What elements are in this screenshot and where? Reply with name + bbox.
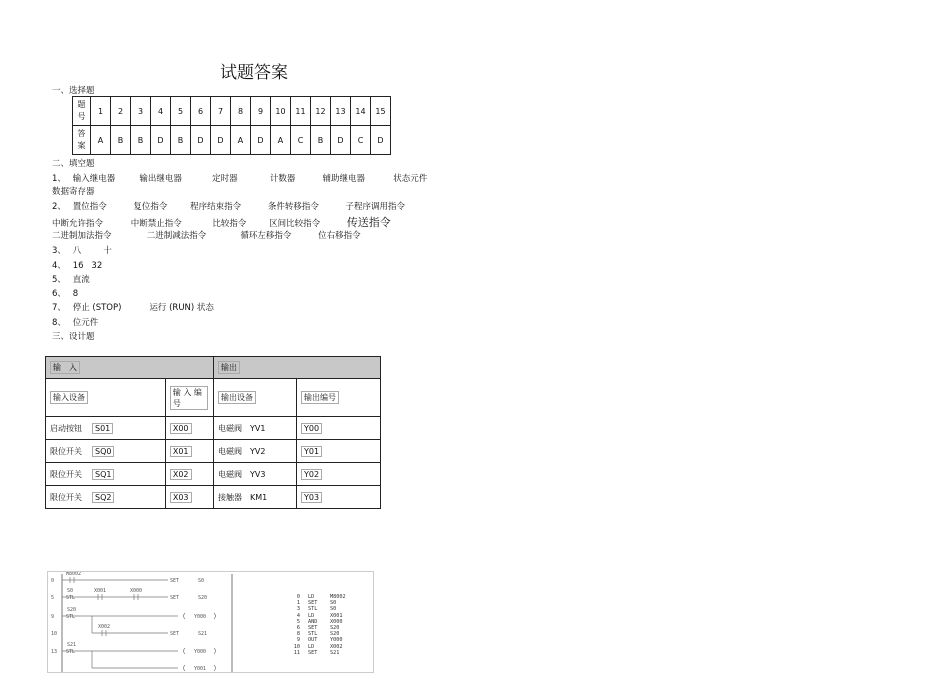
q1-answer: 辅助继电器 [322, 174, 366, 184]
answer-cell: A [271, 126, 291, 155]
operand: S20 [330, 625, 340, 632]
fill-q1 [52, 172, 427, 184]
operand: X000 [330, 618, 343, 625]
q6-number: 6、 [52, 289, 66, 299]
opcode: STL [308, 631, 318, 638]
q6-answer: 8 [72, 289, 79, 299]
coil-right-arc [214, 613, 216, 619]
opcode: SET [308, 600, 318, 607]
output-number-cell [297, 463, 381, 486]
step-number: 3 [296, 606, 300, 613]
coil-instruction: SET [170, 578, 180, 584]
number-row [73, 97, 391, 126]
answer-row [73, 126, 391, 155]
operand: S21 [330, 649, 340, 656]
table-row [46, 463, 381, 486]
question-number-cell: 3 [131, 97, 151, 126]
question-number-cell: 5 [171, 97, 191, 126]
q2-answer: 二进制减法指令 [146, 231, 207, 241]
output-tag: YV1 [250, 423, 266, 433]
question-number-cell: 6 [191, 97, 211, 126]
output-number: Y02 [301, 469, 322, 480]
table-row [46, 440, 381, 463]
answer-row-header: 答 案 [73, 126, 91, 155]
number-row-header: 题 号 [73, 97, 91, 126]
q3-answer: 八 [72, 246, 82, 256]
section3-heading: 三、设计题 [52, 332, 95, 342]
input-device-cell [46, 486, 166, 509]
output-device-cell [214, 440, 297, 463]
coil-left-arc [184, 665, 186, 671]
output-number-cell [297, 417, 381, 440]
output-header: 输出 [218, 361, 240, 374]
step-number: 1 [296, 600, 300, 607]
col-header-input-device: 输入设备 [50, 391, 88, 404]
q1-answer: 输入继电器 [72, 174, 116, 184]
question-number-cell: 9 [251, 97, 271, 126]
coil-right-arc [214, 648, 216, 654]
input-number-cell [165, 463, 213, 486]
coil-instruction: SET [170, 631, 180, 637]
operand: S20 [330, 631, 340, 638]
coil-instruction: SET [170, 595, 180, 601]
input-tag: SQ2 [92, 492, 114, 503]
output-device: 电磁阀 [218, 446, 242, 456]
step-number: 0 [296, 594, 300, 600]
input-device: 限位开关 [50, 469, 82, 479]
answer-cell: D [151, 126, 171, 155]
step-number: 8 [296, 631, 300, 638]
output-device: 电磁阀 [218, 423, 242, 433]
multiple-choice-table [72, 96, 391, 155]
opcode: LD [308, 612, 315, 619]
output-tag: YV2 [250, 446, 266, 456]
answer-cell: D [251, 126, 271, 155]
answer-cell: B [171, 126, 191, 155]
q2-answer: 程序结束指令 [190, 202, 242, 212]
contact-label: X002 [98, 624, 111, 630]
q5-answer: 直流 [72, 275, 90, 285]
q2-answer: 置位指令 [72, 202, 107, 212]
instruction-list [286, 594, 346, 656]
q5-number: 5、 [52, 275, 66, 285]
output-tag: YV3 [250, 469, 266, 479]
fill-q2-row1 [52, 200, 405, 212]
fill-q2-row2 [52, 214, 391, 230]
input-device-cell [46, 463, 166, 486]
q2-answer: 复位指令 [133, 202, 168, 212]
coil-operand: S0 [198, 578, 205, 584]
question-number-cell: 12 [311, 97, 331, 126]
input-number-cell [165, 440, 213, 463]
question-number-cell: 10 [271, 97, 291, 126]
input-device-cell [46, 417, 166, 440]
q1-answer: 输出继电器 [139, 174, 182, 184]
input-device: 启动按钮 [50, 423, 82, 433]
answer-cell: D [191, 126, 211, 155]
coil-right-arc [214, 665, 216, 671]
col-header-output-number: 输出编号 [301, 391, 339, 404]
answer-cell: B [111, 126, 131, 155]
output-number-cell [297, 486, 381, 509]
output-tag: KM1 [250, 492, 268, 502]
q2-answer: 条件转移指令 [267, 202, 319, 212]
page-title: 试题答案 [220, 63, 288, 83]
fill-q8 [52, 316, 98, 328]
stl-label: S20 [67, 607, 77, 613]
contact-label: M8002 [66, 572, 82, 577]
answer-cell: D [371, 126, 391, 155]
answer-cell: B [131, 126, 151, 155]
io-table-group-header [46, 357, 381, 379]
step-number: 11 [293, 649, 300, 656]
question-number-cell: 7 [211, 97, 231, 126]
input-device: 限位开关 [50, 492, 82, 502]
coil-label: Y001 [194, 666, 207, 672]
answer-cell: C [291, 126, 311, 155]
answer-cell: D [331, 126, 351, 155]
opcode: LD [308, 643, 315, 650]
col-header-output-device: 输出设备 [218, 391, 256, 404]
coil-operand: S20 [198, 595, 208, 601]
answer-cell: C [351, 126, 371, 155]
output-device: 电磁阀 [218, 469, 242, 479]
rung-number: 10 [51, 631, 58, 637]
question-number-cell: 2 [111, 97, 131, 126]
answer-cell: A [91, 126, 111, 155]
input-number: X00 [170, 423, 192, 434]
q7-number: 7、 [52, 303, 66, 313]
q1-answer: 状态元件 [393, 174, 428, 184]
coil-label: Y000 [194, 649, 207, 655]
coil-label: Y000 [194, 614, 207, 620]
q3-answer: 十 [103, 246, 112, 256]
q2-answer: 中断禁止指令 [130, 219, 182, 229]
question-number-cell: 11 [291, 97, 311, 126]
opcode: LD [308, 594, 315, 600]
contact-label: X001 [94, 588, 107, 594]
q4-answer: 32 [91, 261, 103, 271]
operand: X001 [330, 612, 343, 619]
q7-answer: 运行 (RUN) 状态 [149, 303, 214, 313]
ladder-diagram [47, 571, 374, 673]
q1-answer: 定时器 [212, 174, 238, 184]
q2-answer: 子程序调用指令 [345, 202, 406, 212]
q2-number: 2、 [52, 202, 66, 212]
q2-answer: 循环左移指令 [240, 231, 292, 241]
coil-operand: S21 [198, 631, 208, 637]
stl-label: S21 [67, 642, 77, 648]
coil-left-arc [184, 648, 186, 654]
section1-heading: 一、选择题 [52, 86, 95, 96]
question-number-cell: 4 [151, 97, 171, 126]
output-device-cell [214, 486, 297, 509]
col-header-input-number: 输 入 编 号 [170, 386, 208, 410]
contact-label: X000 [130, 588, 143, 594]
section2-heading: 二、填空题 [52, 159, 95, 169]
step-number: 10 [293, 643, 300, 650]
step-number: 9 [296, 637, 300, 644]
fill-q3 [52, 244, 112, 256]
q2-answer: 比较指令 [212, 219, 247, 229]
q1-answer: 计数器 [269, 174, 296, 184]
input-header: 输 入 [50, 361, 80, 374]
operand: X002 [330, 643, 343, 650]
stl-contact: STL [66, 614, 76, 620]
operand: Y000 [330, 637, 343, 644]
q1-number: 1、 [52, 174, 66, 184]
answer-cell: D [211, 126, 231, 155]
rung-number: 13 [51, 649, 58, 655]
input-tag: S01 [92, 423, 113, 434]
operand: S0 [330, 600, 337, 607]
q2-answer: 二进制加法指令 [52, 231, 112, 241]
q2-answer: 位右移指令 [318, 231, 361, 241]
question-number-cell: 15 [371, 97, 391, 126]
q2-answer: 区间比较指令 [269, 219, 321, 229]
output-number-cell [297, 440, 381, 463]
input-device: 限位开关 [50, 446, 82, 456]
q8-answer: 位元件 [72, 318, 99, 328]
answer-cell: A [231, 126, 251, 155]
rung-number: 5 [51, 595, 55, 601]
rung-number: 0 [51, 578, 55, 584]
opcode: SET [308, 625, 318, 632]
opcode: SET [308, 649, 318, 656]
q3-number: 3、 [52, 246, 66, 256]
fill-q7 [52, 301, 214, 313]
output-device: 接触器 [218, 492, 242, 502]
io-assignment-table [45, 356, 381, 509]
fill-q4 [52, 259, 102, 271]
step-number: 6 [296, 625, 300, 632]
opcode: AND [308, 618, 318, 625]
step-number: 5 [296, 618, 300, 625]
stl-label: S0 [67, 588, 74, 594]
opcode: OUT [308, 637, 318, 644]
question-number-cell: 8 [231, 97, 251, 126]
answer-cell: B [311, 126, 331, 155]
output-device-cell [214, 417, 297, 440]
q7-answer: 停止 (STOP) [72, 303, 122, 313]
input-number: X03 [170, 492, 192, 503]
io-table-column-header [46, 379, 381, 417]
fill-q2-row3 [52, 229, 361, 241]
operand: M8002 [330, 594, 346, 600]
table-row [46, 417, 381, 440]
input-tag: SQ0 [92, 446, 114, 457]
q4-answer: 16 [72, 261, 84, 271]
instruction-line [286, 650, 346, 656]
q2-answer: 中断允许指令 [52, 219, 104, 229]
input-number-cell [165, 417, 213, 440]
output-number: Y01 [301, 446, 322, 457]
opcode: STL [308, 606, 318, 613]
input-number-cell [165, 486, 213, 509]
input-device-cell [46, 440, 166, 463]
stl-contact: STL [66, 595, 76, 601]
operand: S0 [330, 606, 337, 613]
input-tag: SQ1 [92, 469, 114, 480]
output-device-cell [214, 463, 297, 486]
step-number: 4 [296, 612, 300, 619]
question-number-cell: 14 [351, 97, 371, 126]
coil-left-arc [184, 613, 186, 619]
output-number: Y00 [301, 423, 322, 434]
question-number-cell: 13 [331, 97, 351, 126]
q8-number: 8、 [52, 318, 66, 328]
output-number: Y03 [301, 492, 322, 503]
stl-contact: STL [66, 649, 76, 655]
q1-continuation: 数据寄存器 [52, 187, 95, 197]
fill-q6 [52, 287, 78, 299]
fill-q5 [52, 273, 90, 285]
q4-number: 4、 [52, 261, 66, 271]
input-number: X01 [170, 446, 192, 457]
q2-answer: 传送指令 [346, 216, 391, 229]
input-number: X02 [170, 469, 192, 480]
table-row [46, 486, 381, 509]
rung-number: 9 [51, 614, 55, 620]
question-number-cell: 1 [91, 97, 111, 126]
